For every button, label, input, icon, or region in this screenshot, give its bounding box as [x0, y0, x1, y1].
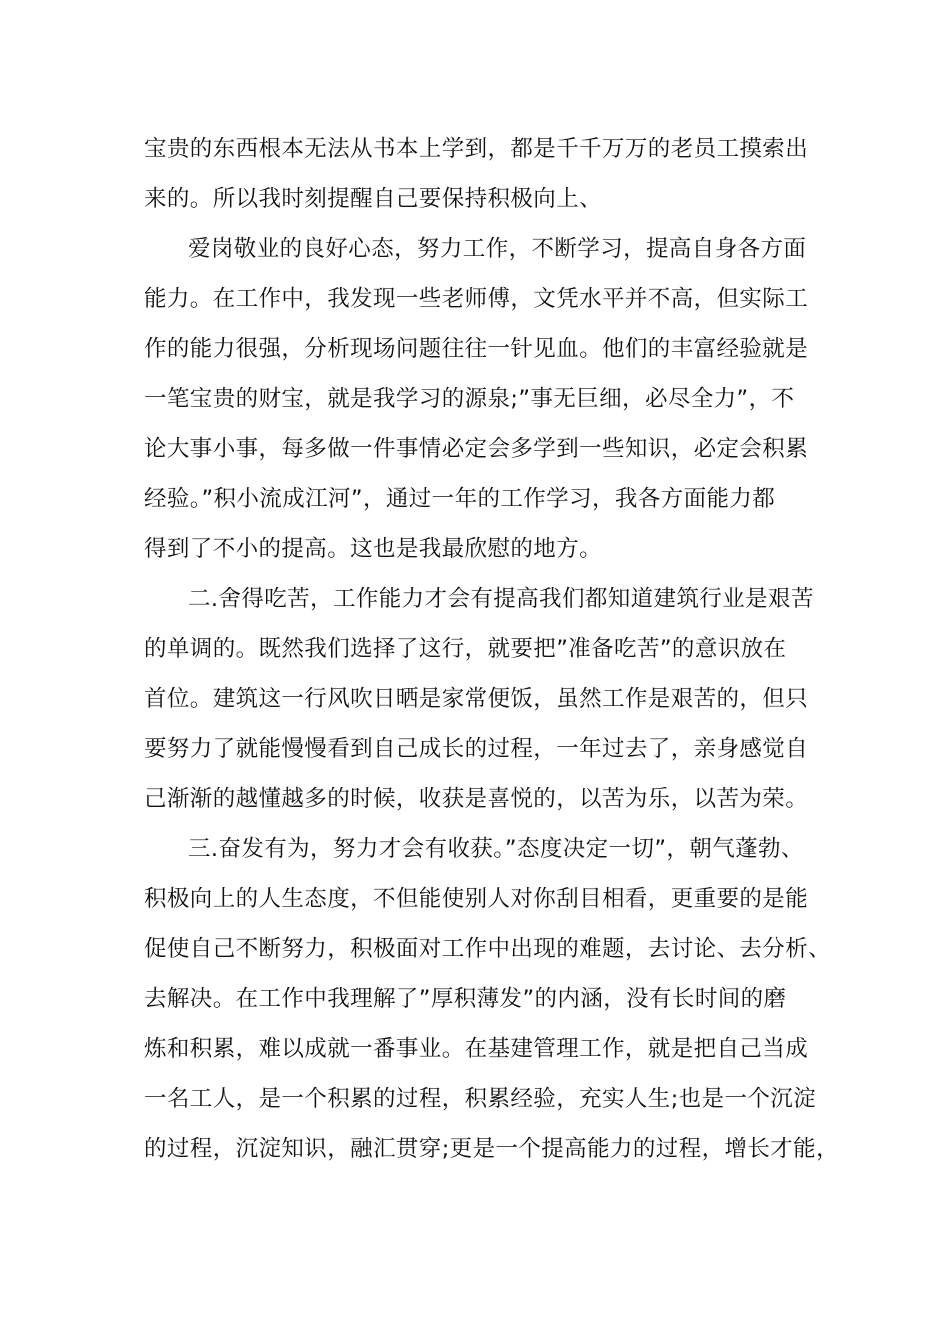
- text-line: 首位。建筑这一行风吹日晒是家常便饭，虽然工作是艰苦的，但只: [144, 686, 809, 712]
- text-line: 一笔宝贵的财宝，就是我学习的源泉;”事无巨细，必尽全力”，不: [144, 386, 795, 412]
- text-line: 作的能力很强，分析现场问题往往一针见血。他们的丰富经验就是: [144, 336, 809, 362]
- text-line: 一名工人，是一个积累的过程，积累经验，充实人生;也是一个沉淀: [144, 1086, 817, 1112]
- text-line: 二.舍得吃苦，工作能力才会有提高我们都知道建筑行业是艰苦: [188, 586, 814, 612]
- text-line: 经验。”积小流成江河”，通过一年的工作学习，我各方面能力都: [144, 486, 776, 512]
- text-line: 己渐渐的越懂越多的时候，收获是喜悦的，以苦为乐，以苦为荣。: [144, 786, 809, 812]
- text-line: 能力。在工作中，我发现一些老师傅，文凭水平并不高，但实际工: [144, 286, 809, 312]
- text-line: 得到了不小的提高。这也是我最欣慰的地方。: [144, 536, 603, 562]
- text-line: 促使自己不断努力，积极面对工作中出现的难题，去讨论、去分析、: [144, 936, 832, 962]
- text-line: 要努力了就能慢慢看到自己成长的过程，一年过去了，亲身感觉自: [144, 736, 809, 762]
- text-line: 宝贵的东西根本无法从书本上学到，都是千千万万的老员工摸索出: [144, 136, 809, 162]
- text-line: 的单调的。既然我们选择了这行，就要把”准备吃苦”的意识放在: [144, 636, 787, 662]
- text-line: 三.奋发有为，努力才会有收获。”态度决定一切”，朝气蓬勃、: [188, 836, 804, 862]
- text-line: 论大事小事，每多做一件事情必定会多学到一些知识，必定会积累: [144, 436, 809, 462]
- text-line: 的过程，沉淀知识，融汇贯穿;更是一个提高能力的过程，增长才能，: [144, 1136, 839, 1162]
- text-line: 去解决。在工作中我理解了”厚积薄发”的内涵，没有长时间的磨: [144, 986, 787, 1012]
- text-line: 爱岗敬业的良好心态，努力工作，不断学习，提高自身各方面: [188, 236, 807, 262]
- text-line: 积极向上的人生态度，不但能使别人对你刮目相看，更重要的是能: [144, 886, 809, 912]
- text-line: 来的。所以我时刻提醒自己要保持积极向上、: [144, 186, 603, 212]
- text-line: 炼和积累，难以成就一番事业。在基建管理工作，就是把自己当成: [144, 1036, 809, 1062]
